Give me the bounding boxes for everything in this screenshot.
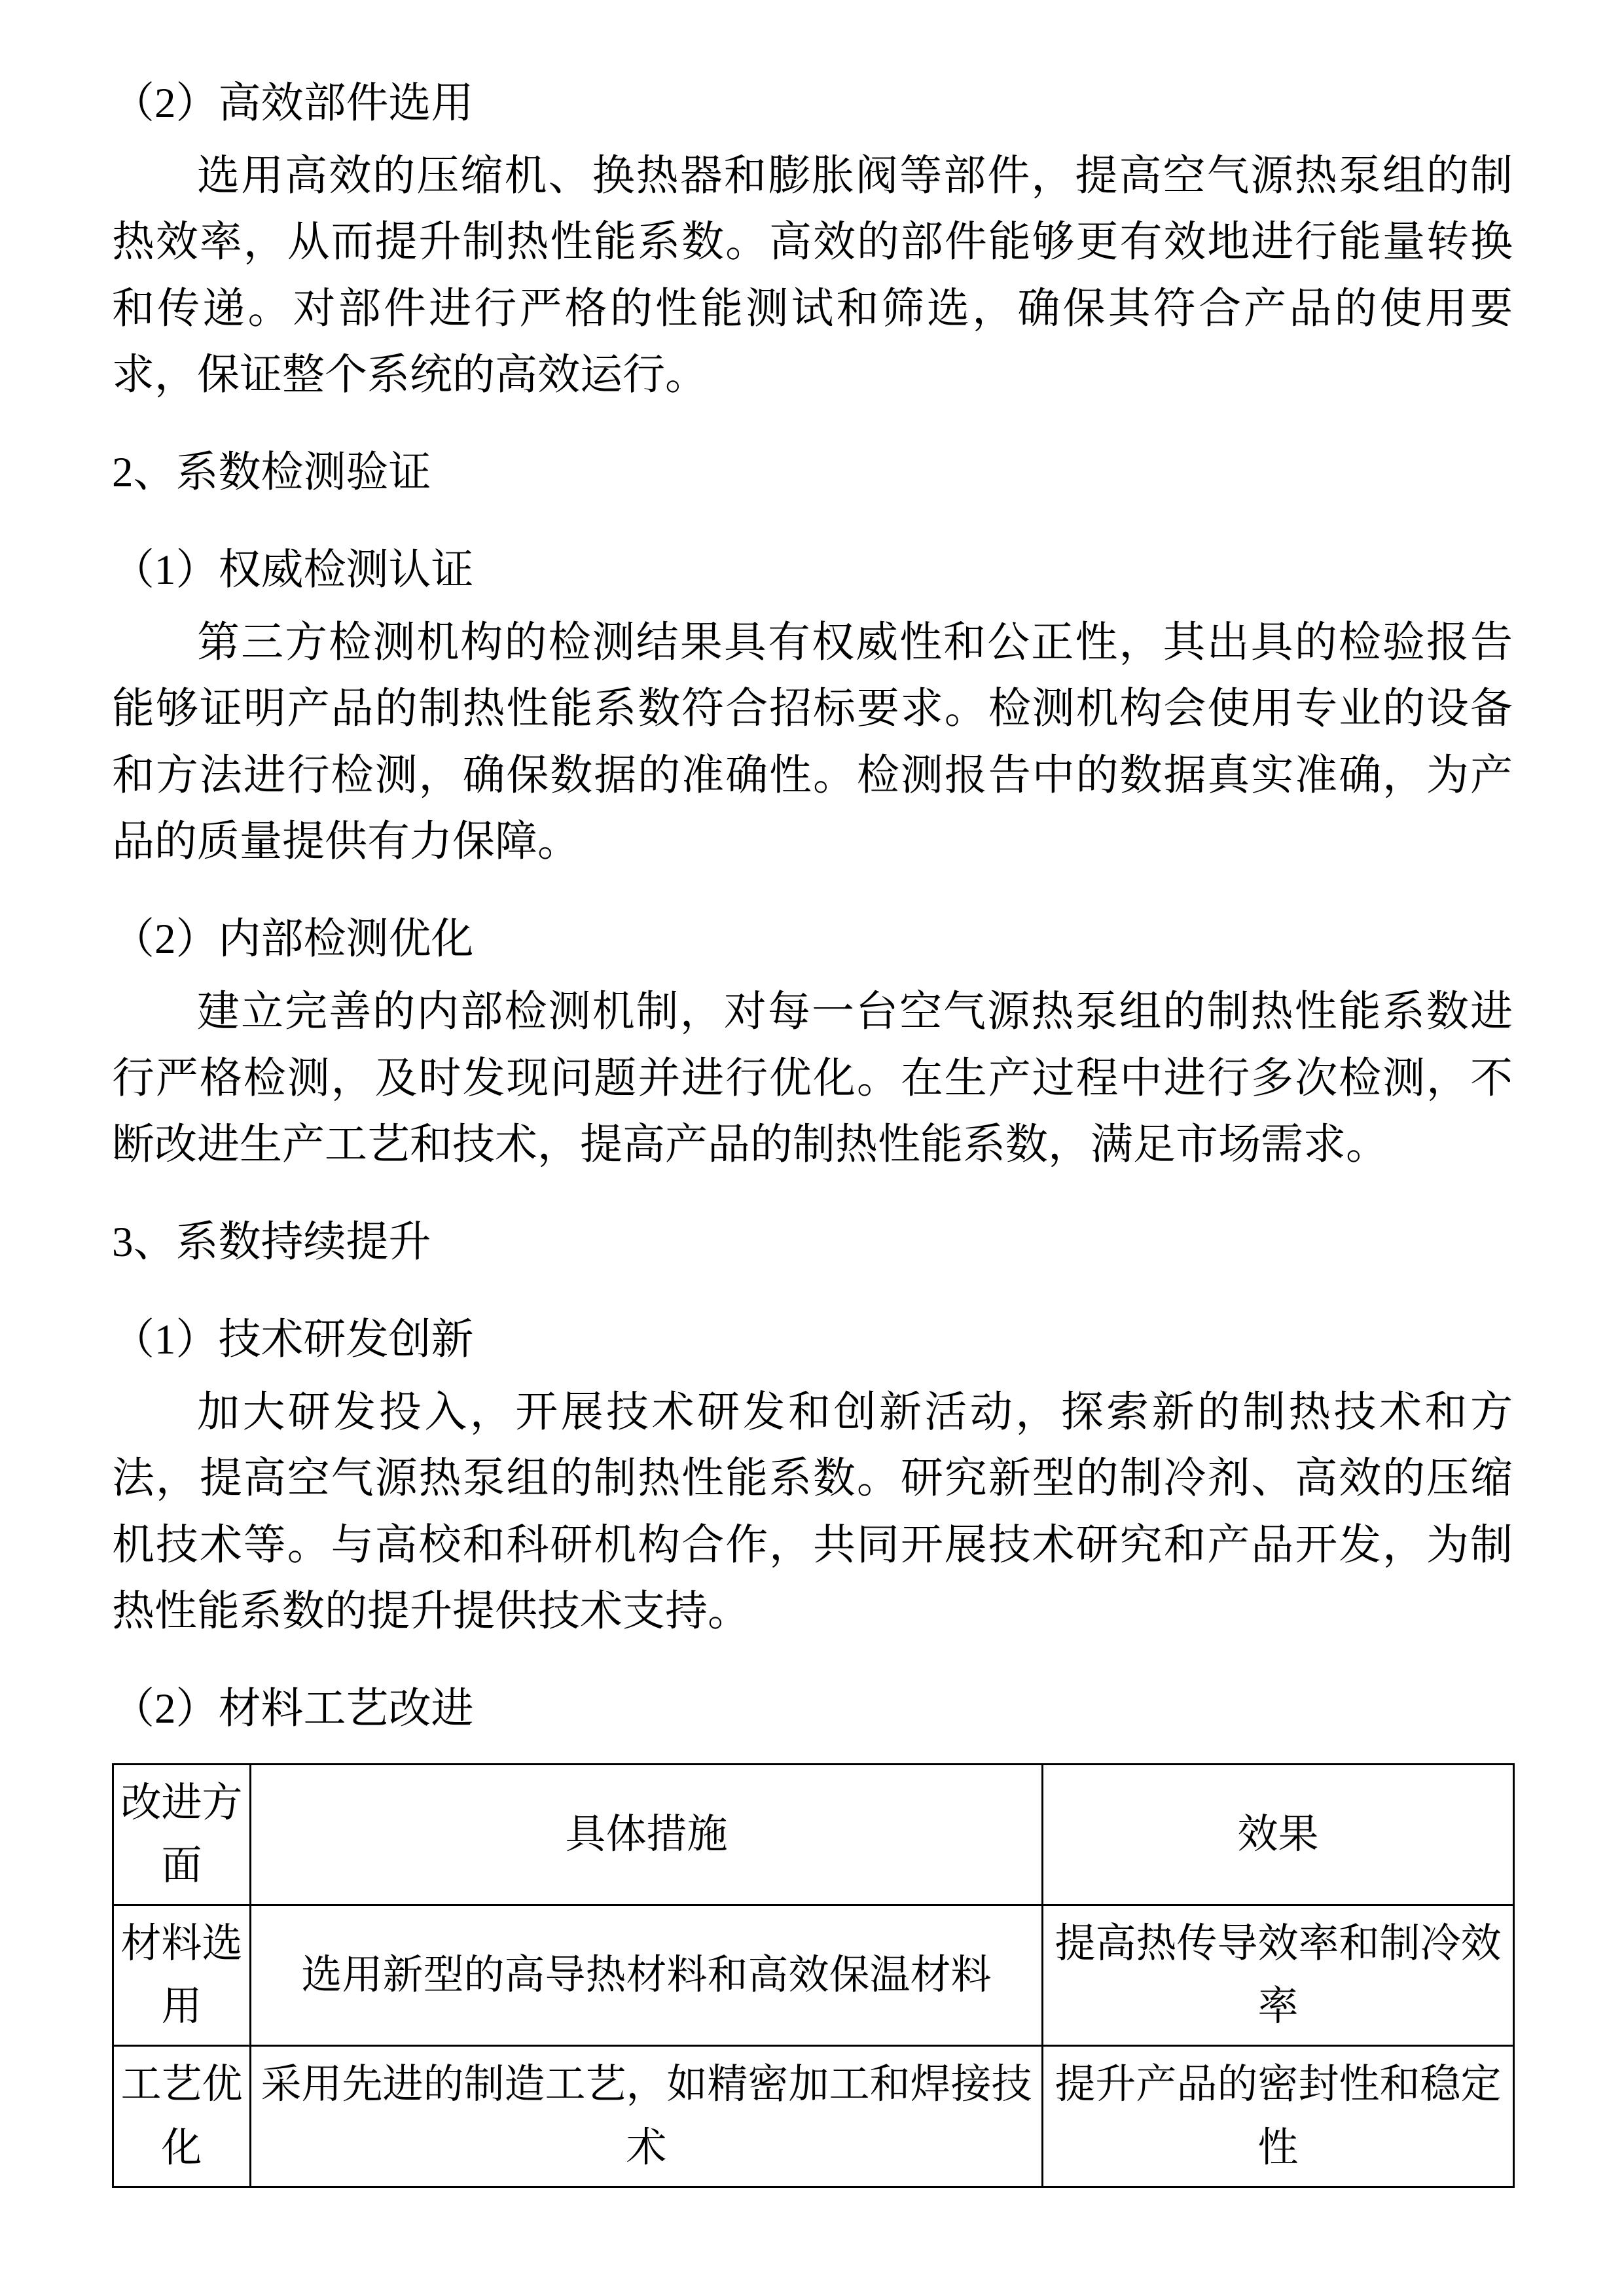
paragraph-authoritative-testing-certification: 第三方检测机构的检测结果具有权威性和公正性，其出具的检验报告能够证明产品的制热性能系数符合招标要求。检测机构会使用专业的设备和方法进行检测，确保数据的准确性。检测报告中的数据真实准确，为产品的质量提供有力保障。 (112, 619, 1513, 865)
heading-authoritative-testing-certification: （1）权威检测认证 (112, 547, 474, 594)
cell-aspect-material-selection: 材料选用 (113, 1905, 251, 2046)
improvement-table (112, 1763, 1515, 2188)
heading-technology-rd-innovation: （1）技术研发创新 (112, 1316, 474, 1364)
heading-material-process-improvement: （2）材料工艺改进 (112, 1685, 474, 1733)
cell-measure-material-selection: 选用新型的高导热材料和高效保温材料 (251, 1905, 1043, 2046)
table-row-material-selection (113, 1905, 1514, 2046)
table-header-aspect: 改进方面 (113, 1765, 251, 1905)
paragraph-internal-testing-optimization: 建立完善的内部检测机制，对每一台空气源热泵组的制热性能系数进行严格检测，及时发现问题并进行优化。在生产过程中进行多次检测，不断改进生产工艺和技术，提高产品的制热性能系数，满足市场需求。 (112, 988, 1513, 1168)
table-header-measures: 具体措施 (251, 1765, 1043, 1905)
heading-coefficient-testing-verification: 2、系数检测验证 (112, 449, 431, 497)
table-row-process-optimization (113, 2046, 1514, 2187)
heading-internal-testing-optimization: （2）内部检测优化 (112, 916, 474, 963)
table-header-effect: 效果 (1043, 1765, 1514, 1905)
paragraph-efficient-component-selection: 选用高效的压缩机、换热器和膨胀阀等部件，提高空气源热泵组的制热效率，从而提升制热性能系数。高效的部件能够更有效地进行能量转换和传递。对部件进行严格的性能测试和筛选，确保其符合产品的使用要求，保证整个系统的高效运行。 (112, 152, 1513, 399)
cell-aspect-process-optimization: 工艺优化 (113, 2046, 251, 2187)
cell-effect-process-optimization: 提升产品的密封性和稳定性 (1043, 2046, 1514, 2187)
cell-measure-process-optimization: 采用先进的制造工艺，如精密加工和焊接技术 (251, 2046, 1043, 2187)
heading-coefficient-continuous-improvement: 3、系数持续提升 (112, 1219, 431, 1266)
heading-efficient-component-selection: （2）高效部件选用 (112, 80, 474, 127)
cell-effect-material-selection: 提高热传导效率和制冷效率 (1043, 1905, 1514, 2046)
paragraph-technology-rd-innovation: 加大研发投入，开展技术研发和创新活动，探索新的制热技术和方法，提高空气源热泵组的制热性能系数。研究新型的制冷剂、高效的压缩机技术等。与高校和科研机构合作，共同开展技术研究和产品开发，为制热性能系数的提升提供技术支持。 (112, 1388, 1513, 1635)
table-header-row (113, 1765, 1514, 1905)
